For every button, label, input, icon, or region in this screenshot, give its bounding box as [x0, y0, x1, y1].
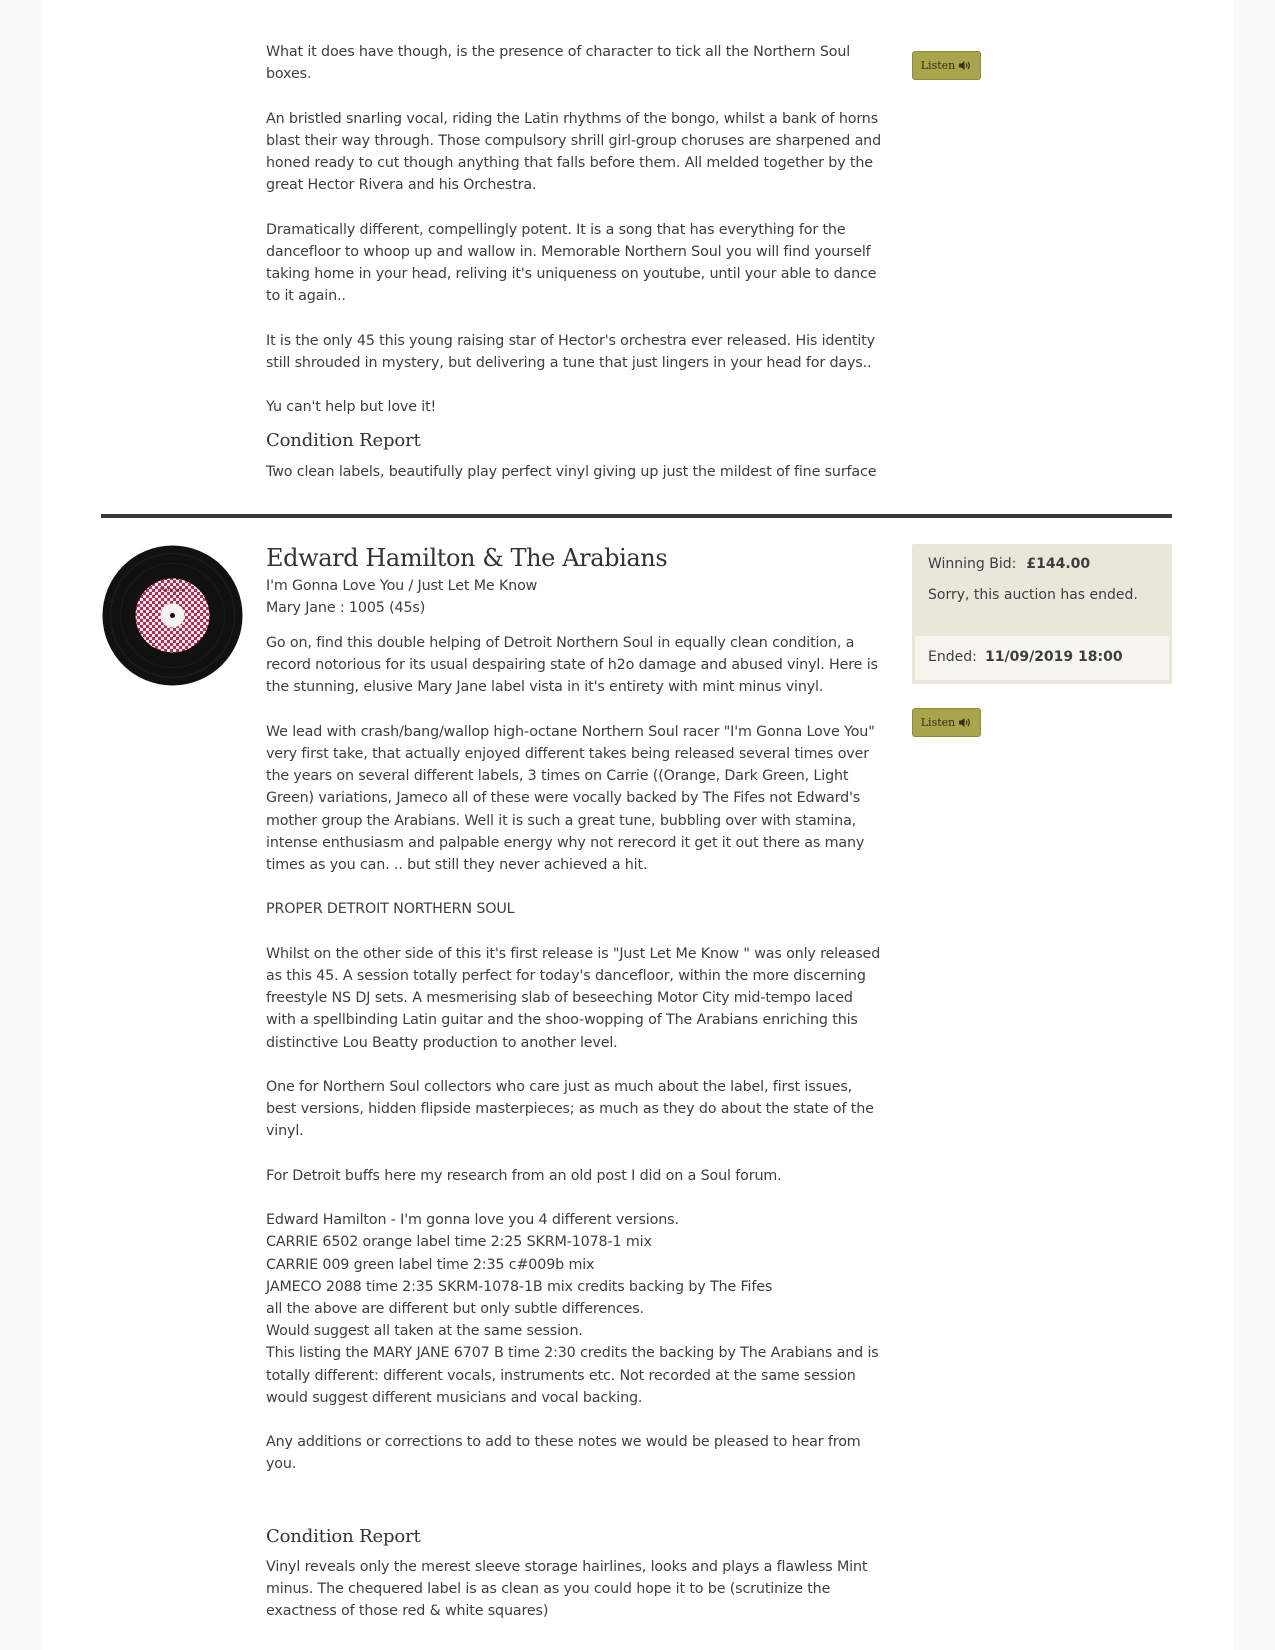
description-paragraph: Dramatically different, compellingly potent. It is a song that has everything for the dancefloor to whoop up and wallow in. Memorable Northern Soul you will find yourself taking home in your head, reliving it's uniqueness on youtube, until your able to dance to it again.. [266, 221, 877, 305]
research-line: CARRIE 009 green label time 2:35 c#009b mix [266, 1256, 595, 1273]
listen-label: Listen [920, 716, 956, 729]
description-paragraph: Go on, find this double helping of Detroit Northern Soul in equally clean condition, a record notorious for its usual despairing state of h2o damage and abused vinyl. Here is the stunning, elusive Mary Jane label vista in it's entirety with mint minus vinyl. [266, 635, 878, 696]
ended-value: 11/09/2019 18:00 [985, 649, 1123, 665]
speaker-icon [959, 60, 972, 71]
research-line: This listing the MARY JANE 6707 B time 2:30 credits the backing by The Arabians and is totally different: different vocals, instruments etc. Not recorded at the same session would suggest different musicians and vocal backing. [266, 1345, 879, 1406]
record-label-text: Mary Jane [159, 587, 186, 593]
winning-bid-label: Winning Bid: [928, 556, 1017, 572]
bid-panel [912, 544, 1172, 684]
winning-bid-value: £144.00 [1026, 556, 1091, 572]
description-paragraph: An bristled snarling vocal, riding the Latin rhythms of the bongo, whilst a bank of horns blast their way through. Those compulsory shrill girl-group choruses are sharpened and honed ready to cut though anything that falls before them. All melded together by the great Hector Rivera and his Orchestra. [266, 110, 882, 194]
condition-report-text: Two clean labels, beautifully play perfect vinyl giving up just the mildest of fine surface [266, 463, 877, 480]
closing-paragraph: Any additions or corrections to add to these notes we would be pleased to hear from you. [266, 1434, 861, 1473]
description-paragraph: It is the only 45 this young raising star of Hector's orchestra ever released. His identity still shrouded in mystery, but delivering a tune that just lingers in your head for days.. [266, 332, 875, 371]
condition-report-text: Vinyl reveals only the merest sleeve storage hairlines, looks and plays a flawless Mint minus. The chequered label is as clean as you could hope it to be (scrutinize the exactness of those red & white squares) [266, 1558, 868, 1620]
auction-status: Sorry, this auction has ended. [928, 587, 1138, 603]
research-line: CARRIE 6502 orange label time 2:25 SKRM-1078-1 mix [266, 1234, 652, 1251]
description-paragraph: Whilst on the other side of this it's first release is "Just Let Me Know " was only released as this 45. A session totally perfect for today's dancefloor, within the more discerning freestyle NS DJ sets. A mesmerising slab of beseeching Motor City mid-tempo laced with a spellbinding Latin guitar and the shoo-wopping of The Arabians enriching this distinctive Lou Beatty production to another level. [266, 945, 881, 1051]
research-line: JAMECO 2088 time 2:35 SKRM-1078-1B mix credits backing by The Fifes [266, 1278, 773, 1295]
listing-divider [101, 514, 1172, 518]
listen-button[interactable] [912, 51, 981, 80]
listing-description [266, 632, 884, 1622]
listen-button[interactable] [912, 708, 981, 737]
listing-subtitle: I'm Gonna Love You / Just Let Me Know [266, 578, 538, 594]
ended-label: Ended: [928, 649, 977, 665]
listen-label: Listen [920, 59, 956, 72]
research-line: Edward Hamilton - I'm gonna love you 4 different versions. [266, 1212, 679, 1229]
description-paragraph: We lead with crash/bang/wallop high-octane Northern Soul racer "I'm Gonna Love You" very first take, that actually enjoyed different takes being released several times over the years on several different labels, 3 times on Carrie ((Orange, Dark Green, Light Green) variations, Jameco all of these were vocally backed by The Fifes not Edward's mother group the Arabians. Well it is such a great tune, bubbling over with stamina, intense enthusiasm and palpable energy why not rerecord it get it out there as many times as you can. .. but still they never achieved a hit. [266, 723, 875, 874]
condition-report-heading: Condition Report [266, 1525, 421, 1547]
winning-bid [928, 556, 1090, 572]
description-paragraph: What it does have though, is the presence of character to tick all the Northern Soul boxes. [266, 44, 851, 83]
speaker-icon [959, 717, 972, 728]
condition-report-heading: Condition Report [266, 430, 421, 452]
description-paragraph: For Detroit buffs here my research from an old post I did on a Soul forum. [266, 1167, 782, 1184]
research-line: Would suggest all taken at the same session. [266, 1323, 583, 1340]
description-paragraph: One for Northern Soul collectors who care just as much about the label, first issues, best versions, hidden flipside masterpieces; as much as they do about the state of the vinyl. [266, 1079, 874, 1140]
research-line: all the above are different but only subtle differences. [266, 1301, 644, 1317]
listing-title: Edward Hamilton & The Arabians [266, 544, 668, 572]
auction-ended [915, 636, 1169, 680]
description-paragraph: PROPER DETROIT NORTHERN SOUL [266, 901, 515, 918]
record-image[interactable] [101, 544, 244, 687]
listing-label-info: Mary Jane : 1005 (45s) [266, 600, 426, 616]
previous-listing-description [266, 41, 884, 483]
description-paragraph: Yu can't help but love it! [266, 399, 437, 416]
